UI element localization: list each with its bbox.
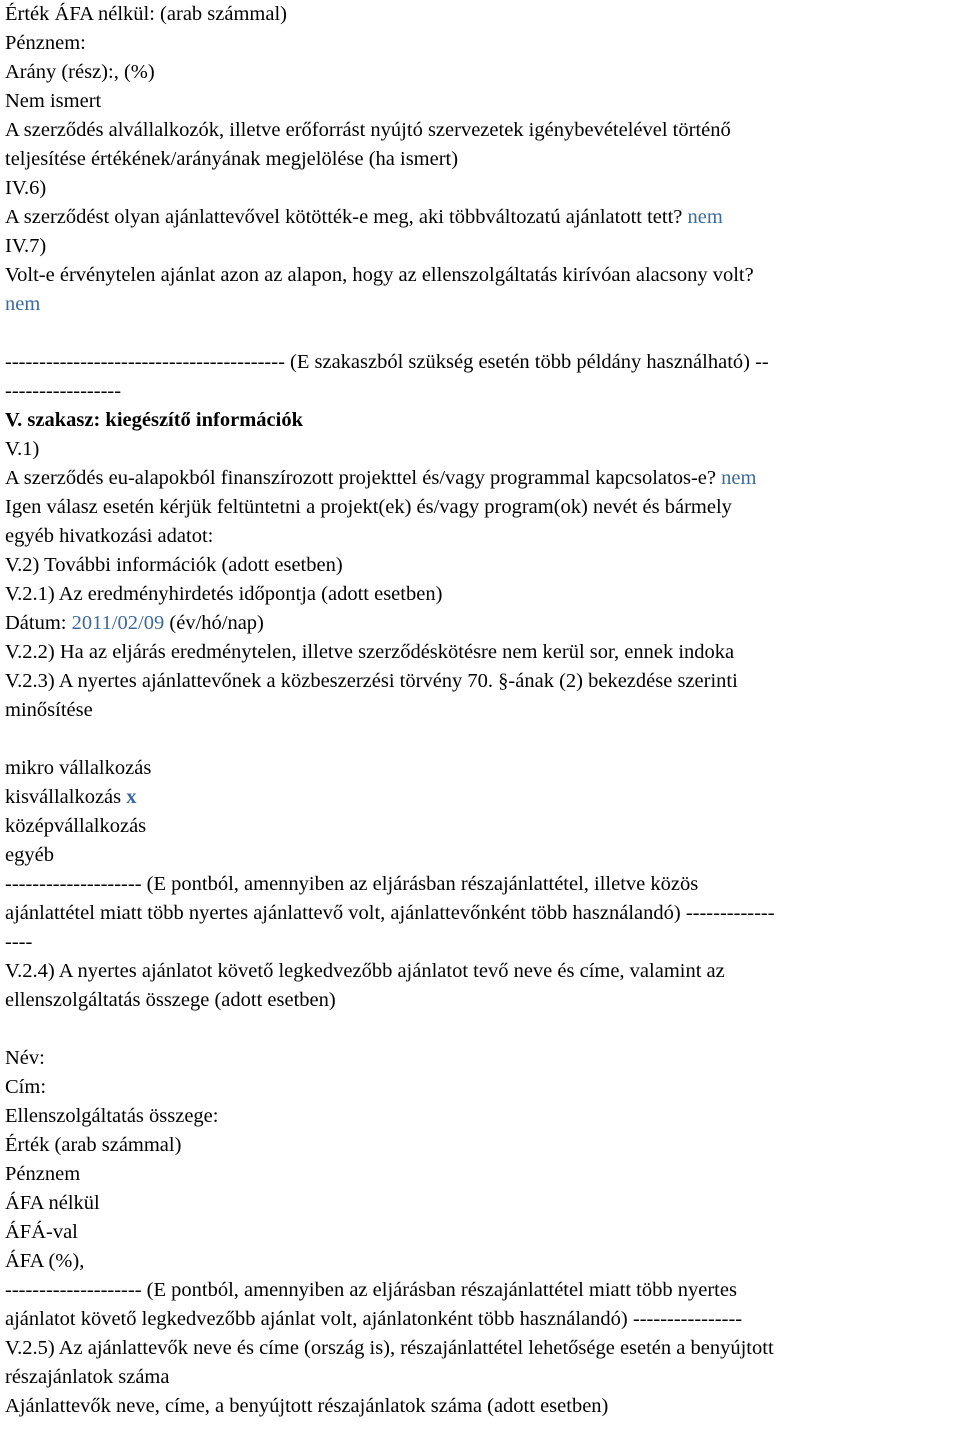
text-line: V.2.4) A nyertes ajánlatot követő legkedvezőbb ajánlatot tevő neve és címe, valamint az <box>5 960 725 982</box>
section-number: V.1) <box>5 438 40 460</box>
field-label: ÁFA (%), <box>5 1250 85 1272</box>
text-line: V.2.2) Ha az eljárás eredménytelen, illetve szerződéskötésre nem kerül sor, ennek indoka <box>5 641 735 663</box>
text-line: Nem ismert <box>5 90 102 112</box>
text-line: V.2) További információk (adott esetben) <box>5 554 343 576</box>
separator-line: ajánlatot követő legkedvezőbb ajánlat volt, ajánlatonként több használandó) ---------------- <box>5 1308 743 1330</box>
option-text: kisvállalkozás <box>5 786 122 808</box>
text-line: Pénznem: <box>5 32 86 54</box>
field-label: Pénznem <box>5 1163 81 1185</box>
section-heading: V. szakasz: kiegészítő információk <box>5 409 303 431</box>
date-format: (év/hó/nap) <box>169 612 264 634</box>
spacer <box>5 1015 960 1044</box>
text-line: V.2.1) Az eredményhirdetés időpontja (adott esetben) <box>5 583 443 605</box>
field-label: ÁFA nélkül <box>5 1192 100 1214</box>
separator-line: ----------------- <box>5 380 122 402</box>
text-line: Igen válasz esetén kérjük feltüntetni a projekt(ek) és/vagy program(ok) nevét és bármely <box>5 496 732 518</box>
text-line: V.2.3) A nyertes ajánlattevőnek a közbeszerzési törvény 70. §-ának (2) bekezdése szerinti <box>5 670 738 692</box>
date-label: Dátum: <box>5 612 67 634</box>
separator-line: -------------------- (E pontból, amennyiben az eljárásban részajánlattétel, illetve közös <box>5 873 699 895</box>
question-line <box>5 203 960 232</box>
option-line: középvállalkozás <box>5 815 147 837</box>
section-number: IV.6) <box>5 177 47 199</box>
option-line: mikro vállalkozás <box>5 757 152 779</box>
option-line <box>5 783 960 812</box>
answer-value: nem <box>721 467 757 489</box>
field-label: Név: <box>5 1047 45 1069</box>
spacer <box>5 319 960 348</box>
option-line: egyéb <box>5 844 54 866</box>
text-line: Arány (rész):, (%) <box>5 61 155 83</box>
question-text: Volt-e érvénytelen ajánlat azon az alapon, hogy az ellenszolgáltatás kirívóan alacsony volt? <box>5 264 754 286</box>
question-line <box>5 464 960 493</box>
question-text: A szerződést olyan ajánlattevővel kötötték-e meg, aki többváltozatú ajánlatott tett? <box>5 206 683 228</box>
text-line: V.2.5) Az ajánlattevők neve és címe (ország is), részajánlattétel lehetősége esetén a benyújtott <box>5 1337 774 1359</box>
selected-mark: x <box>126 786 137 808</box>
field-label: Érték (arab számmal) <box>5 1134 182 1156</box>
date-value: 2011/02/09 <box>71 612 165 634</box>
separator-line: ---- <box>5 931 33 953</box>
date-line <box>5 609 960 638</box>
separator-line: ----------------------------------------- (E szakaszból szükség esetén több példány használható) -- <box>5 351 769 373</box>
text-line: Ajánlattevők neve, címe, a benyújtott részajánlatok száma (adott esetben) <box>5 1395 609 1417</box>
question-text: A szerződés eu-alapokból finanszírozott projekttel és/vagy programmal kapcsolatos-e? <box>5 467 716 489</box>
answer-value: nem <box>687 206 723 228</box>
section-number: IV.7) <box>5 235 47 257</box>
field-label: ÁFÁ-val <box>5 1221 78 1243</box>
field-label: Cím: <box>5 1076 47 1098</box>
spacer <box>5 725 960 754</box>
text-line: ellenszolgáltatás összege (adott esetben) <box>5 989 336 1011</box>
text-line: A szerződés alvállalkozók, illetve erőforrást nyújtó szervezetek igénybevételével történő <box>5 119 731 141</box>
text-line: Érték ÁFA nélkül: (arab számmal) <box>5 3 287 25</box>
separator-line: -------------------- (E pontból, amennyiben az eljárásban részajánlattétel miatt több nyertes <box>5 1279 737 1301</box>
field-label: Ellenszolgáltatás összege: <box>5 1105 219 1127</box>
answer-value: nem <box>5 293 41 315</box>
separator-line: ajánlattétel miatt több nyertes ajánlattevő volt, ajánlattevőnként több használandó) ------------- <box>5 902 775 924</box>
text-line: részajánlatok száma <box>5 1366 170 1388</box>
text-line: teljesítése értékének/arányának megjelölése (ha ismert) <box>5 148 459 170</box>
text-line: egyéb hivatkozási adatot: <box>5 525 214 547</box>
text-line: minősítése <box>5 699 93 721</box>
